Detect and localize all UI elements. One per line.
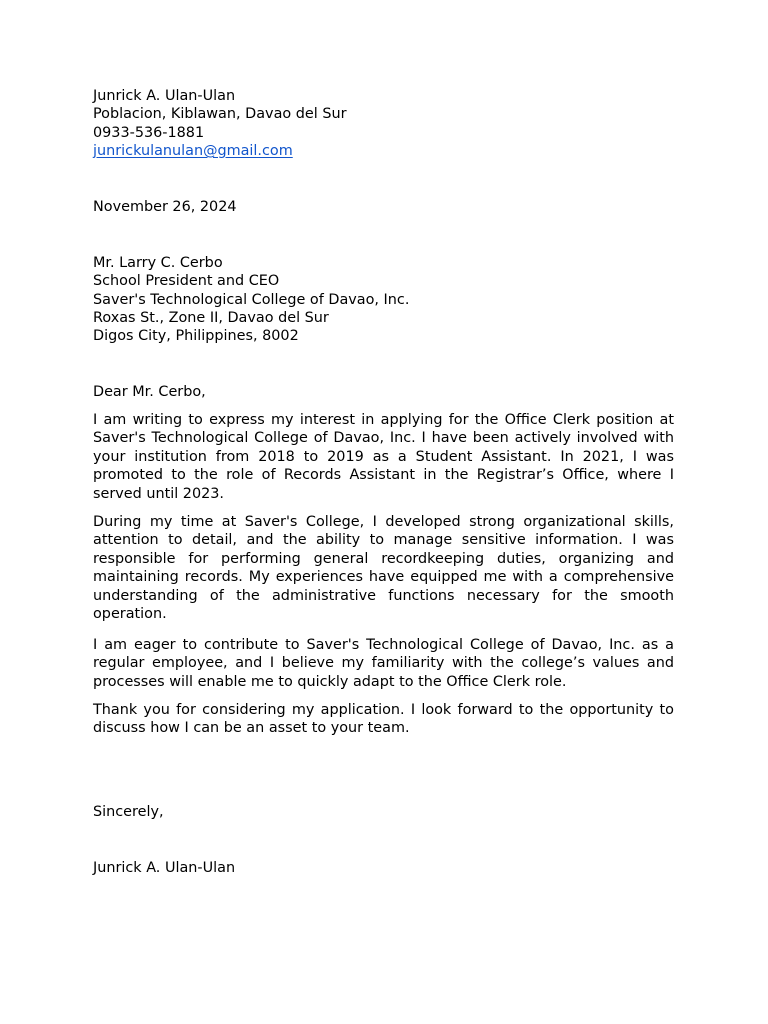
recipient-block [93,254,674,345]
signature-block [93,859,674,877]
salutation-block [93,383,674,401]
recipient-title: School President and CEO [93,273,280,290]
salutation: Dear Mr. Cerbo, [93,384,206,400]
recipient-city: Digos City, Philippines, 8002 [93,328,299,345]
sender-address: Poblacion, Kiblawan, Davao del Sur [93,106,347,123]
closing: Sincerely, [93,804,164,820]
closing-block [93,803,674,821]
signature-name: Junrick A. Ulan-Ulan [93,860,236,876]
sender-email-link[interactable]: junrickulanulan@gmail.com [93,142,293,159]
body-paragraph-3: I am eager to contribute to Saver's Technological College of Davao, Inc. as a regular employee, and I believe my familiarity with the college’s values and processes will enable me to quickly adapt to the Office Clerk role. [93,637,674,690]
recipient-organization: Saver's Technological College of Davao, Inc. [93,291,410,308]
sender-block [93,87,674,160]
letter-date-block [93,198,674,216]
sender-name: Junrick A. Ulan-Ulan [93,88,236,104]
body-paragraph-2: During my time at Saver's College, I developed strong organizational skills, attention to detail, and the ability to manage sensitive information. I was responsible for performing general recordkeeping duties, organizing and maintaining records. My experiences have equipped me with a comprehensive understanding of the administrative functions necessary for the smooth operation. [93,514,674,623]
recipient-street: Roxas St., Zone II, Davao del Sur [93,309,329,326]
body-paragraph-1: I am writing to express my interest in applying for the Office Clerk position at Saver's Technological College of Davao, Inc. I have been actively involved with your institution from 2018 to 2019 as a Student Assistant. In 2021, I was promoted to the role of Records Assistant in the Registrar’s Office, where I served until 2023. [93,412,674,502]
letter-date: November 26, 2024 [93,199,237,215]
recipient-name: Mr. Larry C. Cerbo [93,255,223,271]
sender-phone: 0933-536-1881 [93,124,205,141]
body-paragraph-4: Thank you for considering my application. I look forward to the opportunity to discuss how I can be an asset to your team. [93,702,674,737]
